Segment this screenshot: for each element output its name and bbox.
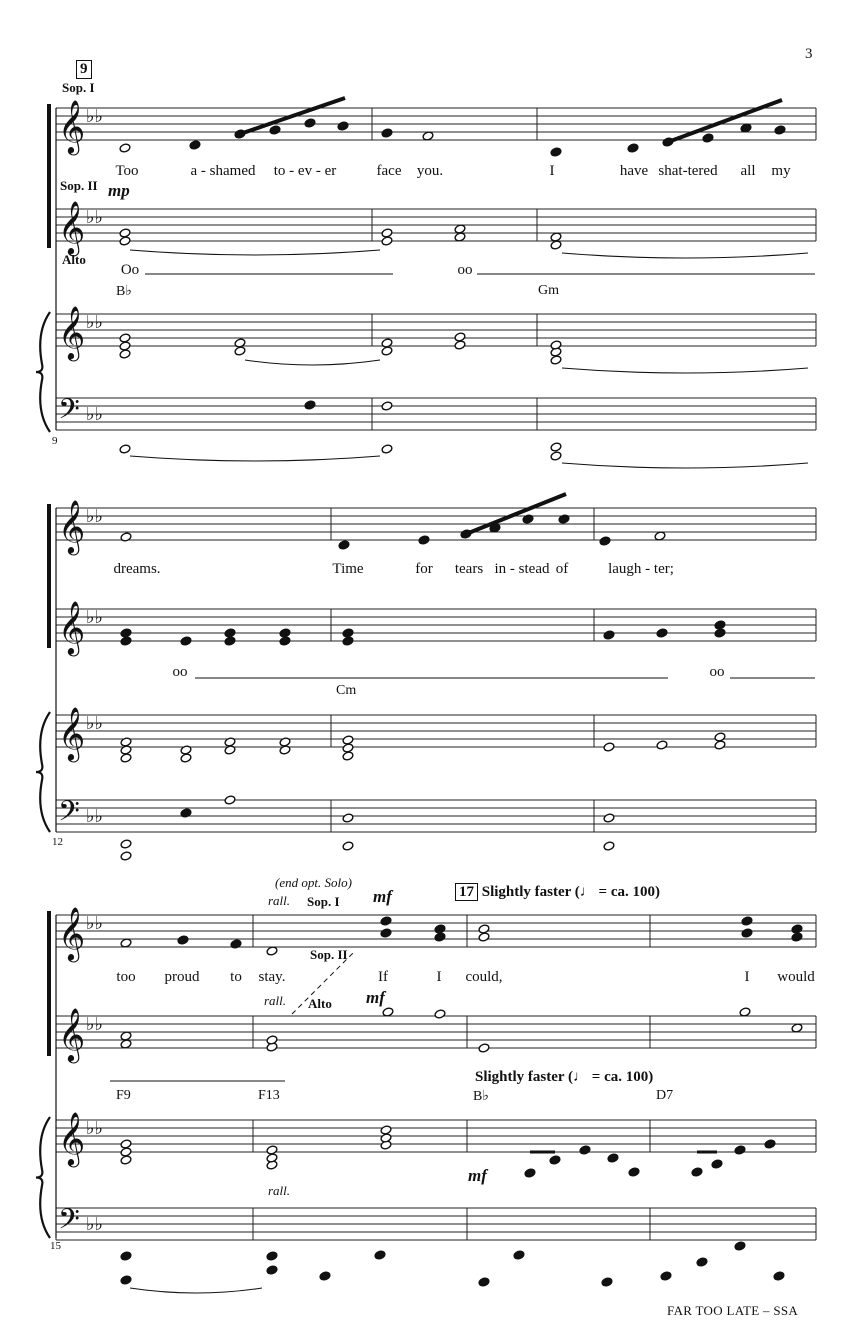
part-label-alto: Alto: [62, 252, 86, 267]
key-signature: ♭♭: [86, 806, 103, 827]
note-head: [279, 737, 291, 747]
lyric: would: [777, 969, 815, 985]
note-head: [120, 1275, 132, 1285]
lyric: stay.: [258, 969, 286, 985]
note-head: [603, 630, 615, 640]
note-head: [380, 916, 392, 926]
key-signature: ♭♭: [86, 607, 103, 628]
note-head: [734, 1241, 746, 1251]
dashed-line: [292, 952, 354, 1014]
tempo-text: Slightly faster (♩ = ca. 100): [475, 1069, 654, 1085]
tie: [130, 1288, 262, 1293]
piano-brace: [36, 1117, 50, 1238]
note-head: [279, 745, 291, 755]
piano-brace: [36, 712, 50, 832]
note-head: [550, 355, 562, 365]
key-signature: ♭♭: [86, 913, 103, 934]
beam: [668, 100, 782, 142]
note-head: [478, 924, 490, 934]
note-head: [230, 939, 242, 949]
lyric: too: [116, 969, 136, 985]
note-head: [120, 1147, 132, 1157]
beam: [466, 494, 566, 534]
chord-symbol: F9: [116, 1088, 131, 1103]
part-label-sop2: Sop. II: [60, 178, 98, 193]
note-head: [714, 620, 726, 630]
note-head: [120, 753, 132, 763]
chord-symbol: B♭: [473, 1089, 489, 1104]
note-head: [607, 1153, 619, 1163]
dynamic-mark: mf: [366, 988, 385, 1007]
note-head: [120, 1139, 132, 1149]
note-head: [434, 1009, 446, 1019]
key-signature: ♭♭: [86, 207, 103, 228]
note-head: [380, 928, 392, 938]
note-head: [599, 536, 611, 546]
chord-symbol: F13: [258, 1088, 280, 1103]
note-head: [627, 143, 639, 153]
note-head: [119, 333, 131, 343]
note-head: [234, 338, 246, 348]
note-head: [656, 740, 668, 750]
note-head: [177, 935, 189, 945]
note-head: [119, 341, 131, 351]
note-head: [189, 140, 201, 150]
part-label-sop1: Sop. I: [62, 80, 95, 95]
note-head: [279, 628, 291, 638]
note-head: [702, 133, 714, 143]
lyric: to: [230, 969, 242, 985]
note-head: [180, 753, 192, 763]
note-head: [180, 745, 192, 755]
tie: [130, 456, 380, 461]
note-head: [549, 1155, 561, 1165]
note-head: [266, 1145, 278, 1155]
part-label-alto: Alto: [308, 996, 332, 1011]
dynamic-mark: mp: [108, 181, 130, 200]
note-head: [741, 928, 753, 938]
lyric: you.: [416, 163, 444, 179]
note-head: [381, 444, 393, 454]
chord-symbol: Gm: [538, 283, 559, 298]
lyric: tears: [454, 561, 484, 577]
note-head: [304, 118, 316, 128]
note-head: [734, 1145, 746, 1155]
lyric: laugh - ter;: [608, 561, 674, 577]
treble-clef: 𝄞: [58, 1111, 86, 1165]
treble-clef: 𝄞: [58, 99, 86, 153]
key-signature: ♭♭: [86, 404, 103, 425]
key-signature: ♭♭: [86, 1214, 103, 1235]
tie: [562, 368, 808, 373]
lyric: a - shamed: [190, 163, 256, 179]
note-head: [266, 1265, 278, 1275]
lyric: in - stead: [494, 561, 550, 577]
note-head: [381, 401, 393, 411]
lyric: face: [376, 163, 402, 179]
note-head: [601, 1277, 613, 1287]
key-signature: ♭♭: [86, 1014, 103, 1035]
note-head: [224, 636, 236, 646]
rehearsal-mark: 9: [76, 60, 92, 79]
lyric: oo: [709, 664, 725, 680]
note-head: [120, 839, 132, 849]
note-head: [342, 841, 354, 851]
lyric: Too: [115, 163, 139, 179]
treble-clef: 𝄞: [58, 600, 86, 654]
note-head: [120, 745, 132, 755]
note-head: [342, 628, 354, 638]
note-head: [478, 1277, 490, 1287]
note-head: [418, 535, 430, 545]
note-head: [337, 121, 349, 131]
chord-symbol: B♭: [116, 284, 132, 299]
note-head: [224, 745, 236, 755]
note-head: [342, 743, 354, 753]
note-head: [234, 346, 246, 356]
note-head: [338, 540, 350, 550]
note-head: [603, 841, 615, 851]
lyric: Oo: [120, 262, 140, 278]
note-head: [119, 228, 131, 238]
lyric: I: [744, 969, 750, 985]
part-label-sop2: Sop. II: [310, 947, 348, 962]
note-head: [550, 147, 562, 157]
page-number: 3: [805, 46, 813, 62]
tie: [562, 253, 808, 258]
bass-clef: 𝄢: [58, 1203, 80, 1243]
note-head: [120, 636, 132, 646]
note-head: [381, 346, 393, 356]
bass-clef: 𝄢: [58, 393, 80, 433]
key-signature: ♭♭: [86, 1118, 103, 1139]
measure-number: 12: [52, 836, 63, 848]
rall-marking: rall.: [268, 893, 291, 908]
note-head: [696, 1257, 708, 1267]
lyric: shat-tered: [658, 163, 718, 179]
treble-clef: 𝄞: [58, 305, 86, 359]
note-head: [774, 125, 786, 135]
note-head: [714, 628, 726, 638]
tempo-text: Slightly faster (♩ = ca. 100): [481, 884, 660, 900]
note-head: [381, 338, 393, 348]
note-head: [119, 236, 131, 246]
note-head: [342, 813, 354, 823]
note-head: [478, 1043, 490, 1053]
note-head: [279, 636, 291, 646]
key-signature: ♭♭: [86, 106, 103, 127]
bass-clef: 𝄢: [58, 795, 80, 835]
note-head: [342, 735, 354, 745]
rall-marking: rall.: [268, 1183, 291, 1198]
lyric: proud: [164, 969, 200, 985]
note-head: [434, 924, 446, 934]
note-head: [522, 514, 534, 524]
note-head: [434, 932, 446, 942]
note-head: [120, 1251, 132, 1261]
lyric: all: [740, 163, 756, 179]
note-head: [180, 808, 192, 818]
lyric: of: [555, 561, 569, 577]
measure-number: 15: [50, 1240, 61, 1252]
lyric: could,: [465, 969, 503, 985]
key-signature: ♭♭: [86, 713, 103, 734]
note-head: [342, 636, 354, 646]
note-head: [319, 1271, 331, 1281]
note-head: [381, 236, 393, 246]
tie: [130, 250, 380, 255]
chord-symbol: D7: [656, 1088, 674, 1103]
note-head: [628, 1167, 640, 1177]
note-head: [714, 740, 726, 750]
tie: [245, 360, 380, 365]
rehearsal-mark: 17: [455, 883, 478, 901]
lyric: Time: [332, 561, 364, 577]
note-head: [266, 1251, 278, 1261]
note-head: [711, 1159, 723, 1169]
dynamic-mark: mf: [373, 887, 392, 906]
note-head: [524, 1168, 536, 1178]
lyric: have: [619, 163, 649, 179]
note-head: [120, 532, 132, 542]
treble-clef: 𝄞: [58, 200, 86, 254]
note-head: [120, 628, 132, 638]
note-head: [603, 742, 615, 752]
key-signature: ♭♭: [86, 312, 103, 333]
note-head: [119, 143, 131, 153]
lyric: I: [549, 163, 555, 179]
note-head: [558, 514, 570, 524]
note-head: [478, 932, 490, 942]
note-head: [550, 442, 562, 452]
treble-clef: 𝄞: [58, 906, 86, 960]
note-head: [119, 349, 131, 359]
footer-title: FAR TOO LATE – SSA: [667, 1303, 799, 1318]
lyric: my: [771, 163, 791, 179]
note-head: [513, 1250, 525, 1260]
note-head: [269, 125, 281, 135]
measure-number: 9: [52, 435, 58, 447]
lyric: dreams.: [113, 561, 161, 577]
tie: [562, 463, 808, 468]
note-head: [119, 444, 131, 454]
note-head: [180, 636, 192, 646]
end-solo-marking: (end opt. Solo): [275, 875, 352, 890]
lyric: for: [415, 561, 433, 577]
note-head: [120, 737, 132, 747]
note-head: [224, 737, 236, 747]
note-head: [304, 400, 316, 410]
note-head: [381, 128, 393, 138]
treble-clef: 𝄞: [58, 499, 86, 553]
treble-clef: 𝄞: [58, 1007, 86, 1061]
lyric: oo: [457, 262, 473, 278]
chord-symbol: Cm: [336, 683, 357, 698]
note-head: [656, 628, 668, 638]
note-head: [660, 1271, 672, 1281]
note-head: [579, 1145, 591, 1155]
note-head: [550, 451, 562, 461]
note-head: [120, 1155, 132, 1165]
note-head: [764, 1139, 776, 1149]
note-head: [120, 851, 132, 861]
note-head: [454, 332, 466, 342]
note-head: [603, 813, 615, 823]
lyric: oo: [172, 664, 188, 680]
note-head: [741, 916, 753, 926]
lyric: If: [378, 969, 388, 985]
treble-clef: 𝄞: [58, 706, 86, 760]
rall-marking: rall.: [264, 993, 287, 1008]
note-head: [454, 340, 466, 350]
note-head: [381, 228, 393, 238]
part-label-sop1: Sop. I: [307, 894, 340, 909]
lyric: to - ev - er: [273, 163, 337, 179]
dynamic-mark: mf: [468, 1166, 487, 1185]
note-head: [691, 1167, 703, 1177]
note-head: [342, 751, 354, 761]
lyric: I: [436, 969, 442, 985]
note-head: [773, 1271, 785, 1281]
piano-brace: [36, 312, 50, 432]
key-signature: ♭♭: [86, 506, 103, 527]
note-head: [380, 1125, 392, 1135]
note-head: [224, 795, 236, 805]
note-head: [224, 628, 236, 638]
note-head: [791, 932, 803, 942]
note-head: [714, 732, 726, 742]
note-head: [791, 924, 803, 934]
note-head: [374, 1250, 386, 1260]
